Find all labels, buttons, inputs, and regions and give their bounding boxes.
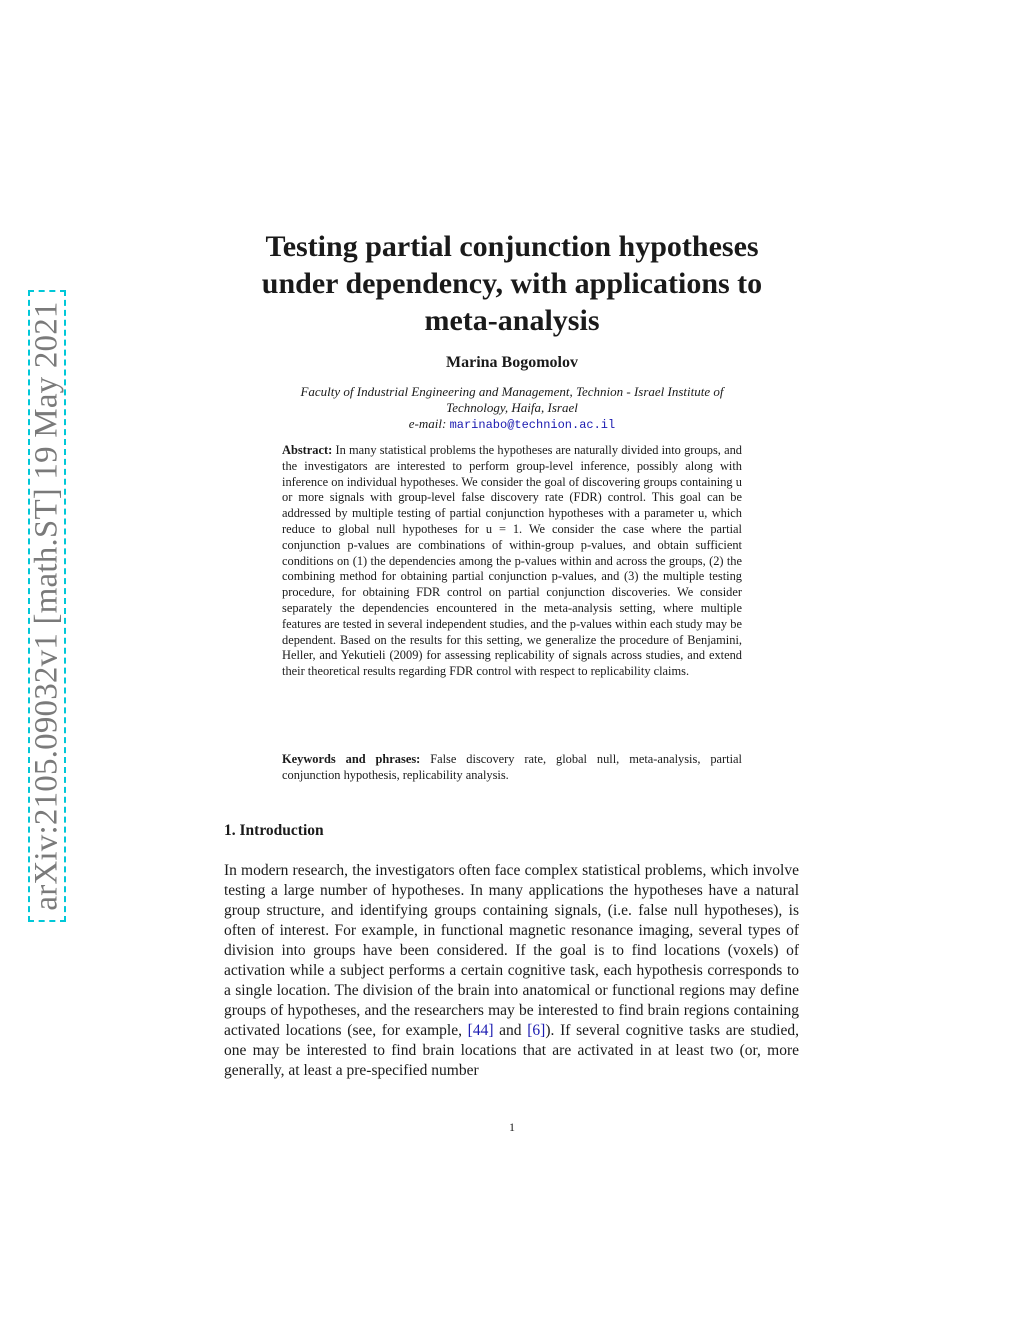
intro-text: In modern research, the investigators often face complex statistical problems, which involve testing a large number of hypotheses. In many applications the hypotheses have a natural group structure, and identifying groups containing signals, (i.e. false null hypotheses), is often of interest. For example, in functional magnetic resonance imaging, several types of division into groups have been considered. If the goal is to find locations (voxels) of activation while a subject performs a certain cognitive task, each hypothesis corresponds to a single location. The division of the brain into anatomical or functional regions may define groups of hypotheses, and the researchers may be interested to find brain regions containing activated locations (see, for example, (224, 862, 799, 1039)
affiliation-line: Faculty of Industrial Engineering and Management, Technion - Israel Institute of (300, 384, 724, 399)
email-link[interactable]: marinabo@technion.ac.il (449, 418, 616, 432)
title-line: meta-analysis (424, 304, 600, 337)
keywords-text: False discovery rate, global null, meta-analysis, partial conjunction hypothesis, replicability analysis. (282, 752, 742, 782)
keywords (282, 752, 742, 784)
page-number: 1 (509, 1120, 515, 1134)
paper-title (200, 228, 824, 339)
title-line: under dependency, with applications to (261, 267, 763, 300)
intro-text: ). If several cognitive tasks are studied, one may be interested to find brain locations that are activated in at least two (or, more generally, at least a pre-specified number (224, 1022, 800, 1079)
section-number: 1. (224, 822, 236, 839)
affiliation-line: Technology, Haifa, Israel (446, 400, 578, 415)
affiliation (250, 384, 774, 416)
section-title: Introduction (239, 822, 324, 839)
abstract-text: In many statistical problems the hypotheses are naturally divided into groups, and the investigators are interested to perform group-level inference, possibly along with inference on individual hypotheses. We consider the goal of discovering groups containing u or more signals with group-level false discovery rate (FDR) control. This goal can be addressed by multiple testing of partial conjunction hypotheses with a parameter u, which reduce to global null hypotheses for u = 1. We consider the case where the partial conjunction p-values are combinations of within-group p-values, and obtain sufficient conditions on (1) the dependencies among the p-values within and across the groups, (2) the combining method for obtaining partial conjunction p-values, and (3) the multiple testing procedure, for obtaining FDR control on partial conjunction discoveries. We consider separately the dependencies encountered in the meta-analysis setting, where multiple features are tested in several independent studies, and the p-values within each study may be dependent. Based on the results for this setting, we generalize the procedure of Benjamini, Heller, and Yekutieli (2009) for assessing replicability of signals across studies, and extend their theoretical results regarding FDR control with respect to replicability claims. (282, 443, 742, 679)
title-line: Testing partial conjunction hypotheses (265, 230, 759, 263)
author-name: Marina Bogomolov (446, 354, 578, 371)
intro-paragraph (224, 861, 799, 1081)
keywords-label: Keywords and phrases: (282, 752, 421, 766)
abstract-label: Abstract: (282, 443, 333, 457)
email-label: e-mail: (408, 416, 447, 431)
arxiv-stamp (28, 290, 66, 922)
citation-link[interactable]: [44] (467, 1022, 494, 1039)
citation-link[interactable]: [6] (527, 1022, 546, 1039)
email-line (0, 416, 1024, 432)
intro-text: and (493, 1022, 528, 1039)
arxiv-stamp-text: arXiv:2105.09032v1 [math.ST] 19 May 2021 (28, 301, 65, 911)
abstract (282, 443, 742, 680)
section-heading (224, 822, 324, 840)
